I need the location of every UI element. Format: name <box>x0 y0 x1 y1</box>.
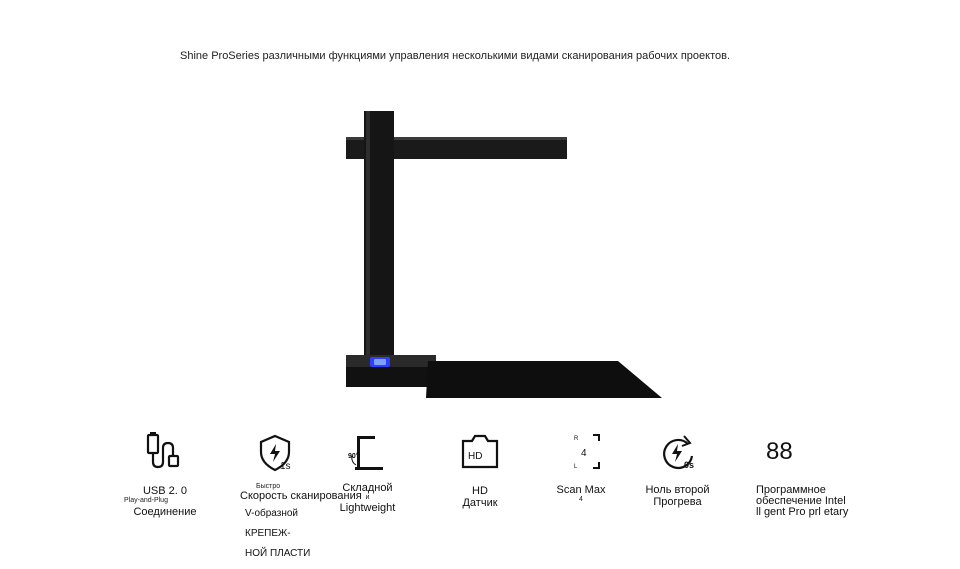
feature-speed: 1s Быстро Скорость сканирования V-образной КРЕПЕЖ- НОЙ ПЛАСТИ <box>240 434 365 560</box>
svg-text:HD: HD <box>468 451 483 462</box>
svg-text:R: R <box>574 436 579 442</box>
timer-bolt-icon <box>658 434 698 472</box>
feature-usb: USB 2. 0 Play-and-Plug Соединение <box>120 432 210 518</box>
scanner-product-image <box>340 105 670 405</box>
feature-hd-sensor: HD HD Датчик <box>440 434 520 509</box>
feature-foldable: 90° Складной и Lightweight <box>330 432 405 514</box>
folding-stand-icon <box>348 432 388 472</box>
shield-bolt-icon <box>258 434 298 472</box>
svg-text:90°: 90° <box>347 453 359 460</box>
software-icon: 88 <box>766 438 793 465</box>
scan-frame-icon <box>559 432 603 472</box>
feature-scan-max: R L 4 Scan Max 4 <box>545 432 617 503</box>
scanner-mat <box>426 361 662 398</box>
hd-camera-icon <box>460 434 500 470</box>
svg-text:0s: 0s <box>683 460 694 470</box>
svg-text:1s: 1s <box>280 461 291 472</box>
page-headline: Shine ProSeries различными функциями управления несколькими видами сканирования рабочих проектов. <box>180 50 731 62</box>
feature-zero-warmup: 0s Ноль второй Прогрева <box>630 434 725 508</box>
usb-cable-icon <box>145 432 185 470</box>
svg-text:4: 4 <box>581 448 587 459</box>
svg-text:L: L <box>574 464 578 470</box>
feature-software: 88 Программное обеспечение Intel ll gent Pro prl etary <box>756 438 856 518</box>
